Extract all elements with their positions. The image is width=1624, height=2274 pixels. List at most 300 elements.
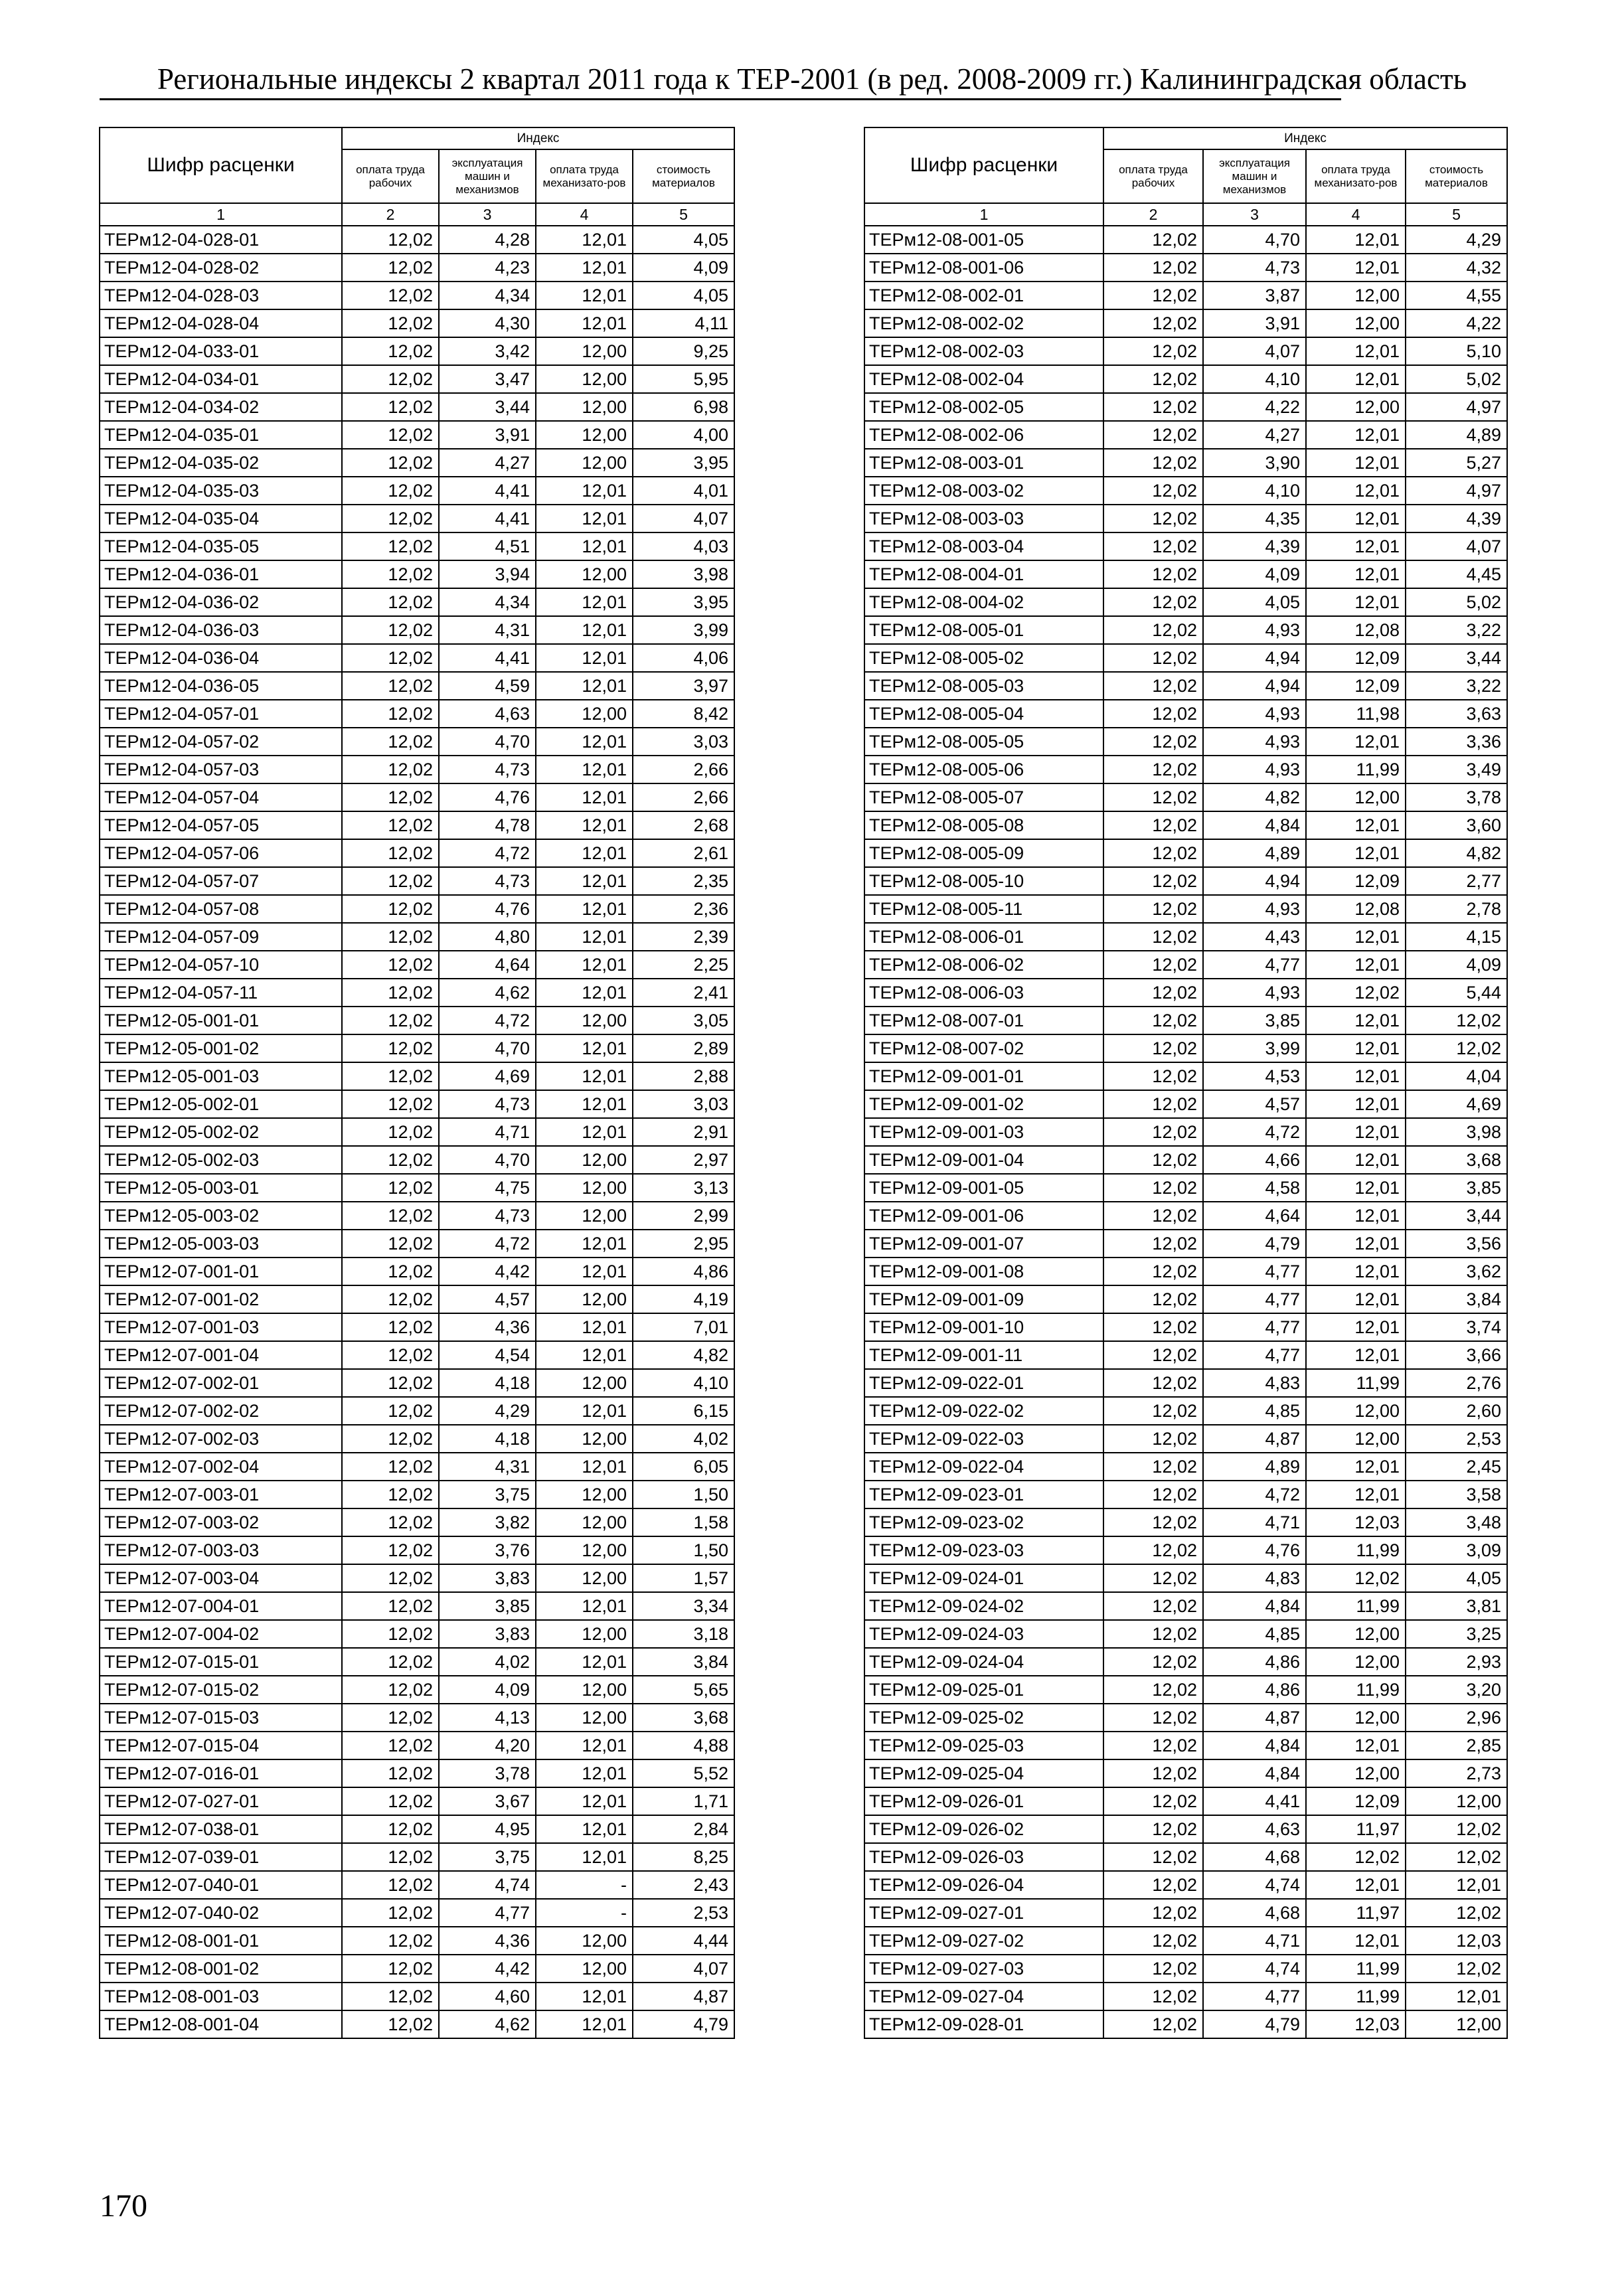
machinist-labor-index-cell: 12,00 [536,393,633,421]
machinist-labor-index-cell: 12,09 [1306,1787,1406,1815]
rate-code-cell: ТЕРм12-07-001-04 [100,1341,342,1369]
machines-index-cell: 4,51 [439,532,536,560]
machines-index-cell: 4,10 [1203,477,1306,505]
machines-index-cell: 4,20 [439,1732,536,1759]
rate-code-cell: ТЕРм12-09-024-03 [864,1620,1103,1648]
rate-code-cell: ТЕРм12-09-001-07 [864,1230,1103,1258]
page-number: 170 [100,2188,147,2224]
machines-index-cell: 4,95 [439,1815,536,1843]
materials-index-cell: 12,02 [1406,1843,1507,1871]
materials-index-cell: 3,97 [633,672,734,700]
labor-index-cell: 12,02 [342,644,439,672]
machines-index-cell: 3,82 [439,1508,536,1536]
machines-index-cell: 3,67 [439,1787,536,1815]
table-row [864,1230,1507,1258]
materials-index-cell: 5,02 [1406,365,1507,393]
rate-code-cell: ТЕРм12-04-057-06 [100,839,342,867]
machines-index-cell: 4,41 [1203,1787,1306,1815]
machinist-labor-index-cell: 12,00 [536,1564,633,1592]
machinist-labor-index-cell: 12,01 [536,1118,633,1146]
table-row [864,1927,1507,1955]
labor-index-cell: 12,02 [342,1174,439,1202]
machines-index-cell: 4,70 [439,728,536,756]
rate-code-cell: ТЕРм12-04-036-03 [100,616,342,644]
materials-index-cell: 8,25 [633,1843,734,1871]
materials-index-cell: 5,44 [1406,979,1507,1007]
machines-index-cell: 4,84 [1203,1592,1306,1620]
right-table-body [864,226,1507,2038]
materials-index-cell: 4,22 [1406,309,1507,337]
machinist-labor-index-cell: 12,01 [1306,1090,1406,1118]
materials-index-cell: 4,86 [633,1258,734,1285]
machinist-labor-index-cell: 12,01 [536,1759,633,1787]
machines-index-cell: 3,42 [439,337,536,365]
machines-index-cell: 4,53 [1203,1062,1306,1090]
rate-code-cell: ТЕРм12-07-002-02 [100,1397,342,1425]
labor-index-cell: 12,02 [1103,588,1203,616]
machinist-labor-index-cell: 12,00 [1306,1425,1406,1453]
table-row [100,393,734,421]
machines-index-cell: 4,70 [439,1146,536,1174]
labor-index-cell: 12,02 [342,867,439,895]
machinist-labor-index-cell: 12,00 [536,1927,633,1955]
machinist-labor-index-cell: 12,01 [536,226,633,254]
header-num-4: 4 [536,203,633,226]
rate-code-cell: ТЕРм12-09-001-05 [864,1174,1103,1202]
machines-index-cell: 4,09 [1203,560,1306,588]
labor-index-cell: 12,02 [1103,1508,1203,1536]
machines-index-cell: 4,58 [1203,1174,1306,1202]
labor-index-cell: 12,02 [342,728,439,756]
machinist-labor-index-cell: 12,01 [1306,1034,1406,1062]
table-row [100,1704,734,1732]
machinist-labor-index-cell: 12,00 [1306,309,1406,337]
labor-index-cell: 12,02 [1103,1843,1203,1871]
materials-index-cell: 5,95 [633,365,734,393]
materials-index-cell: 3,98 [1406,1118,1507,1146]
materials-index-cell: 12,00 [1406,2010,1507,2038]
machinist-labor-index-cell: 11,99 [1306,1369,1406,1397]
rate-code-cell: ТЕРм12-04-057-07 [100,867,342,895]
materials-index-cell: 12,02 [1406,1899,1507,1927]
machines-index-cell: 4,93 [1203,756,1306,783]
rate-code-cell: ТЕРм12-08-001-04 [100,2010,342,2038]
labor-index-cell: 12,02 [1103,811,1203,839]
labor-index-cell: 12,02 [342,1453,439,1481]
labor-index-cell: 12,02 [1103,1787,1203,1815]
machines-index-cell: 4,78 [439,811,536,839]
machines-index-cell: 4,93 [1203,728,1306,756]
rate-code-cell: ТЕРм12-09-001-03 [864,1118,1103,1146]
machines-index-cell: 4,89 [1203,1453,1306,1481]
machinist-labor-index-cell: 12,01 [1306,811,1406,839]
machinist-labor-index-cell: 12,01 [1306,1453,1406,1481]
table-row [100,532,734,560]
machines-index-cell: 4,77 [1203,1313,1306,1341]
rate-code-cell: ТЕРм12-04-035-02 [100,449,342,477]
labor-index-cell: 12,02 [1103,532,1203,560]
machines-index-cell: 4,07 [1203,337,1306,365]
materials-index-cell: 6,05 [633,1453,734,1481]
rate-code-cell: ТЕРм12-09-001-01 [864,1062,1103,1090]
machinist-labor-index-cell: 12,01 [536,1815,633,1843]
rate-code-cell: ТЕРм12-09-028-01 [864,2010,1103,2038]
rate-code-cell: ТЕРм12-09-022-03 [864,1425,1103,1453]
labor-index-cell: 12,02 [342,783,439,811]
machines-index-cell: 4,30 [439,309,536,337]
machines-index-cell: 4,73 [439,756,536,783]
machinist-labor-index-cell: 12,01 [1306,532,1406,560]
table-row [864,1453,1507,1481]
machinist-labor-index-cell: 12,00 [536,1955,633,1983]
machinist-labor-index-cell: 12,01 [1306,1732,1406,1759]
machines-index-cell: 4,68 [1203,1899,1306,1927]
labor-index-cell: 12,02 [342,393,439,421]
machines-index-cell: 4,42 [439,1258,536,1285]
rate-code-cell: ТЕРм12-08-001-02 [100,1955,342,1983]
materials-index-cell: 12,02 [1406,1034,1507,1062]
machinist-labor-index-cell: 12,01 [1306,1007,1406,1034]
machines-index-cell: 4,31 [439,616,536,644]
header-code: Шифр расценки [100,127,342,203]
table-row [864,505,1507,532]
rate-code-cell: ТЕРм12-09-001-02 [864,1090,1103,1118]
rate-code-cell: ТЕРм12-09-027-04 [864,1983,1103,2010]
rate-code-cell: ТЕРм12-08-004-01 [864,560,1103,588]
machines-index-cell: 4,42 [439,1955,536,1983]
machines-index-cell: 4,84 [1203,1759,1306,1787]
machinist-labor-index-cell: 12,01 [1306,1118,1406,1146]
materials-index-cell: 4,15 [1406,923,1507,951]
table-row [100,421,734,449]
table-row [864,532,1507,560]
rate-code-cell: ТЕРм12-04-036-04 [100,644,342,672]
table-row [864,700,1507,728]
materials-index-cell: 2,89 [633,1034,734,1062]
table-row [864,1481,1507,1508]
rate-code-cell: ТЕРм12-04-057-09 [100,923,342,951]
labor-index-cell: 12,02 [342,1759,439,1787]
machines-index-cell: 4,93 [1203,700,1306,728]
labor-index-cell: 12,02 [1103,505,1203,532]
machines-index-cell: 3,78 [439,1759,536,1787]
machinist-labor-index-cell: 12,01 [536,1453,633,1481]
rate-code-cell: ТЕРм12-08-002-04 [864,365,1103,393]
header-num-3: 3 [1203,203,1306,226]
machines-index-cell: 3,90 [1203,449,1306,477]
materials-index-cell: 1,50 [633,1481,734,1508]
labor-index-cell: 12,02 [342,672,439,700]
labor-index-cell: 12,02 [342,1285,439,1313]
labor-index-cell: 12,02 [1103,1620,1203,1648]
machines-index-cell: 4,62 [439,979,536,1007]
labor-index-cell: 12,02 [1103,254,1203,282]
labor-index-cell: 12,02 [342,1146,439,1174]
materials-index-cell: 6,15 [633,1397,734,1425]
rate-code-cell: ТЕРм12-08-001-01 [100,1927,342,1955]
machinist-labor-index-cell: 12,01 [536,756,633,783]
rate-code-cell: ТЕРм12-08-005-05 [864,728,1103,756]
labor-index-cell: 12,02 [1103,309,1203,337]
materials-index-cell: 2,97 [633,1146,734,1174]
materials-index-cell: 2,88 [633,1062,734,1090]
rate-code-cell: ТЕРм12-04-035-04 [100,505,342,532]
machines-index-cell: 4,28 [439,226,536,254]
rate-code-cell: ТЕРм12-09-024-02 [864,1592,1103,1620]
table-row [864,1871,1507,1899]
machines-index-cell: 4,70 [1203,226,1306,254]
table-row [100,1285,734,1313]
labor-index-cell: 12,02 [1103,1927,1203,1955]
materials-index-cell: 3,20 [1406,1676,1507,1704]
labor-index-cell: 12,02 [342,1007,439,1034]
rate-code-cell: ТЕРм12-08-003-03 [864,505,1103,532]
materials-index-cell: 2,73 [1406,1759,1507,1787]
labor-index-cell: 12,02 [1103,1285,1203,1313]
table-row [864,226,1507,254]
labor-index-cell: 12,02 [1103,1536,1203,1564]
rate-code-cell: ТЕРм12-04-028-03 [100,282,342,309]
materials-index-cell: 4,07 [633,1955,734,1983]
machines-index-cell: 4,93 [1203,616,1306,644]
machines-index-cell: 4,64 [1203,1202,1306,1230]
materials-index-cell: 3,81 [1406,1592,1507,1620]
materials-index-cell: 12,03 [1406,1927,1507,1955]
machines-index-cell: 4,13 [439,1704,536,1732]
table-row [100,1062,734,1090]
machines-index-cell: 4,10 [1203,365,1306,393]
labor-index-cell: 12,02 [342,1202,439,1230]
rate-code-cell: ТЕРм12-07-015-02 [100,1676,342,1704]
labor-index-cell: 12,02 [1103,1564,1203,1592]
table-row [100,2010,734,2038]
machinist-labor-index-cell: 12,01 [536,783,633,811]
header-machinist-labor: оплата труда механизато-ров [536,149,633,203]
table-row [100,1118,734,1146]
machinist-labor-index-cell: 12,03 [1306,2010,1406,2038]
machines-index-cell: 4,73 [439,1090,536,1118]
materials-index-cell: 4,45 [1406,560,1507,588]
labor-index-cell: 12,02 [342,1369,439,1397]
table-row [100,1927,734,1955]
machinist-labor-index-cell: 12,01 [536,1034,633,1062]
labor-index-cell: 12,02 [342,756,439,783]
table-row [100,588,734,616]
materials-index-cell: 3,18 [633,1620,734,1648]
materials-index-cell: 4,02 [633,1425,734,1453]
labor-index-cell: 12,02 [1103,644,1203,672]
header-index: Индекс [342,127,734,149]
header-code: Шифр расценки [864,127,1103,203]
machinist-labor-index-cell: 12,01 [536,309,633,337]
machinist-labor-index-cell: 12,00 [536,1620,633,1648]
machinist-labor-index-cell: 12,01 [1306,1230,1406,1258]
machinist-labor-index-cell: 12,09 [1306,644,1406,672]
header-machinist-labor: оплата труда механизато-ров [1306,149,1406,203]
labor-index-cell: 12,02 [342,1676,439,1704]
table-row [100,309,734,337]
materials-index-cell: 4,05 [633,226,734,254]
machinist-labor-index-cell: 12,08 [1306,616,1406,644]
table-row [864,1313,1507,1341]
machines-index-cell: 4,77 [1203,1341,1306,1369]
machinist-labor-index-cell: 12,01 [1306,337,1406,365]
machinist-labor-index-cell: 11,99 [1306,1536,1406,1564]
machinist-labor-index-cell: 12,01 [536,1230,633,1258]
machinist-labor-index-cell: 12,08 [1306,895,1406,923]
table-row [100,1955,734,1983]
header-index: Индекс [1103,127,1507,149]
materials-index-cell: 4,29 [1406,226,1507,254]
machines-index-cell: 4,57 [1203,1090,1306,1118]
labor-index-cell: 12,02 [1103,700,1203,728]
machines-index-cell: 4,72 [1203,1481,1306,1508]
machinist-labor-index-cell: - [536,1871,633,1899]
labor-index-cell: 12,02 [342,309,439,337]
machines-index-cell: 4,27 [1203,421,1306,449]
machinist-labor-index-cell: 12,00 [536,700,633,728]
labor-index-cell: 12,02 [1103,1341,1203,1369]
machinist-labor-index-cell: 12,01 [536,1983,633,2010]
labor-index-cell: 12,02 [1103,1202,1203,1230]
labor-index-cell: 12,02 [342,1062,439,1090]
table-row [100,1508,734,1536]
table-row [864,1815,1507,1843]
header-num-3: 3 [439,203,536,226]
machinist-labor-index-cell: 12,01 [536,282,633,309]
machinist-labor-index-cell: 12,09 [1306,867,1406,895]
table-row [864,309,1507,337]
machines-index-cell: 4,41 [439,505,536,532]
table-row [100,1787,734,1815]
rate-code-cell: ТЕРм12-04-036-05 [100,672,342,700]
materials-index-cell: 5,52 [633,1759,734,1787]
materials-index-cell: 3,98 [633,560,734,588]
rate-code-cell: ТЕРм12-04-036-02 [100,588,342,616]
machinist-labor-index-cell: 12,01 [536,1062,633,1090]
rate-code-cell: ТЕРм12-08-003-01 [864,449,1103,477]
labor-index-cell: 12,02 [342,1425,439,1453]
labor-index-cell: 12,02 [1103,560,1203,588]
materials-index-cell: 3,44 [1406,644,1507,672]
rate-code-cell: ТЕРм12-07-003-01 [100,1481,342,1508]
labor-index-cell: 12,02 [342,616,439,644]
materials-index-cell: 5,10 [1406,337,1507,365]
labor-index-cell: 12,02 [1103,1369,1203,1397]
machines-index-cell: 4,75 [439,1174,536,1202]
table-row [864,449,1507,477]
table-row [864,951,1507,979]
rate-code-cell: ТЕРм12-08-002-01 [864,282,1103,309]
machinist-labor-index-cell: 12,01 [1306,1258,1406,1285]
rate-code-cell: ТЕРм12-04-035-01 [100,421,342,449]
machinist-labor-index-cell: 12,00 [1306,1704,1406,1732]
machines-index-cell: 4,86 [1203,1648,1306,1676]
machines-index-cell: 3,85 [439,1592,536,1620]
materials-index-cell: 3,22 [1406,616,1507,644]
table-row [100,811,734,839]
materials-index-cell: 4,05 [633,282,734,309]
machinist-labor-index-cell: 12,00 [536,1704,633,1732]
rate-code-cell: ТЕРм12-09-026-03 [864,1843,1103,1871]
rate-code-cell: ТЕРм12-05-003-01 [100,1174,342,1202]
machines-index-cell: 3,85 [1203,1007,1306,1034]
materials-index-cell: 3,95 [633,588,734,616]
table-row [100,672,734,700]
rate-code-cell: ТЕРм12-07-016-01 [100,1759,342,1787]
rate-code-cell: ТЕРм12-07-015-04 [100,1732,342,1759]
labor-index-cell: 12,02 [1103,1174,1203,1202]
table-row [100,337,734,365]
machines-index-cell: 3,91 [439,421,536,449]
materials-index-cell: 9,25 [633,337,734,365]
materials-index-cell: 2,39 [633,923,734,951]
labor-index-cell: 12,02 [1103,979,1203,1007]
rate-code-cell: ТЕРм12-05-001-03 [100,1062,342,1090]
machinist-labor-index-cell: 12,01 [536,728,633,756]
table-row [864,811,1507,839]
table-row [100,1146,734,1174]
machines-index-cell: 4,57 [439,1285,536,1313]
header-num-1: 1 [864,203,1103,226]
table-row [100,1258,734,1285]
machinist-labor-index-cell: 12,00 [536,560,633,588]
table-row [864,421,1507,449]
materials-index-cell: 2,45 [1406,1453,1507,1481]
rate-code-cell: ТЕРм12-07-003-02 [100,1508,342,1536]
machinist-labor-index-cell: 12,01 [536,2010,633,2038]
machines-index-cell: 4,31 [439,1453,536,1481]
materials-index-cell: 5,65 [633,1676,734,1704]
machinist-labor-index-cell: 12,01 [1306,254,1406,282]
materials-index-cell: 3,62 [1406,1258,1507,1285]
machinist-labor-index-cell: 12,00 [536,449,633,477]
rate-code-cell: ТЕРм12-04-057-01 [100,700,342,728]
machines-index-cell: 4,74 [439,1871,536,1899]
table-row [864,672,1507,700]
rate-code-cell: ТЕРм12-09-001-10 [864,1313,1103,1341]
rate-code-cell: ТЕРм12-09-026-02 [864,1815,1103,1843]
rate-code-cell: ТЕРм12-09-027-02 [864,1927,1103,1955]
header-labor: оплата труда рабочих [1103,149,1203,203]
rate-code-cell: ТЕРм12-04-057-02 [100,728,342,756]
rate-code-cell: ТЕРм12-04-057-04 [100,783,342,811]
machines-index-cell: 4,84 [1203,1732,1306,1759]
machines-index-cell: 4,64 [439,951,536,979]
table-row [100,979,734,1007]
table-row [100,839,734,867]
machinist-labor-index-cell: 12,00 [536,1174,633,1202]
machinist-labor-index-cell: 12,00 [536,1425,633,1453]
machines-index-cell: 4,73 [439,867,536,895]
materials-index-cell: 3,66 [1406,1341,1507,1369]
machines-index-cell: 4,77 [1203,951,1306,979]
rate-code-cell: ТЕРм12-04-028-04 [100,309,342,337]
machines-index-cell: 4,72 [1203,1118,1306,1146]
labor-index-cell: 12,02 [342,895,439,923]
machines-index-cell: 4,71 [1203,1508,1306,1536]
machinist-labor-index-cell: 12,01 [1306,1202,1406,1230]
machines-index-cell: 4,83 [1203,1564,1306,1592]
table-row [100,1815,734,1843]
table-row [100,560,734,588]
rate-code-cell: ТЕРм12-08-001-03 [100,1983,342,2010]
machinist-labor-index-cell: 12,01 [1306,365,1406,393]
table-row [864,979,1507,1007]
table-row [100,1592,734,1620]
table-row [864,1732,1507,1759]
machines-index-cell: 4,80 [439,923,536,951]
